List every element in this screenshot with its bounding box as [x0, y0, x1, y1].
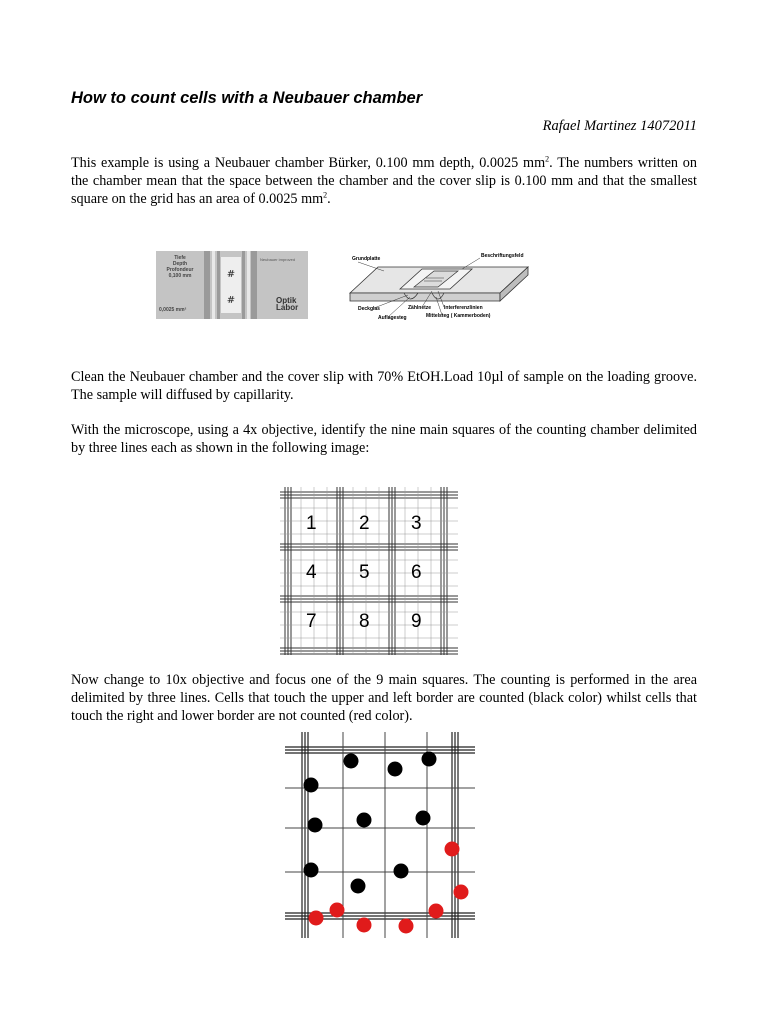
- counted-cell: [308, 818, 323, 833]
- svg-text:#: #: [226, 295, 236, 306]
- intro-text-1: This example is using a Neubauer chamber Bürker, 0.100 mm depth, 0.0025 mm: [71, 155, 546, 171]
- depth-label-line: 0,100 mm: [168, 273, 192, 279]
- label-deckglas: Deckglas: [358, 306, 380, 312]
- label-beschriftungsfeld: Beschriftungsfeld: [481, 253, 524, 259]
- square-number: 7: [306, 611, 317, 632]
- not-counted-cell: [399, 919, 414, 934]
- counted-cell: [394, 864, 409, 879]
- page-title: How to count cells with a Neubauer chamber: [71, 89, 423, 107]
- author-line: Rafael Martinez 14072011: [542, 118, 697, 134]
- not-counted-cell: [429, 904, 444, 919]
- not-counted-cell: [445, 842, 460, 857]
- counted-cell: [351, 879, 366, 894]
- not-counted-cell: [309, 911, 324, 926]
- superscript-1: 2: [545, 154, 550, 164]
- counted-cell: [422, 752, 437, 767]
- counted-cell: [304, 863, 319, 878]
- square-number: 3: [411, 513, 422, 534]
- depth-label-line: Profondeur: [166, 267, 194, 273]
- label-grundplatte: Grundplatte: [352, 256, 381, 262]
- counted-cell: [344, 754, 359, 769]
- label-mittelsteg: Mittelsteg ( Kammerboden): [426, 313, 491, 319]
- intro-paragraph: [71, 154, 697, 208]
- improved-label: Neubauer improved: [260, 257, 296, 262]
- not-counted-cell: [454, 885, 469, 900]
- optik-labor-logo: [276, 297, 298, 311]
- chamber-photo: [156, 251, 308, 319]
- square-number: 9: [411, 611, 422, 632]
- microscope-paragraph: With the microscope, using a 4x objective, identify the nine main squares of the counting chamber delimited by three lines each as shown in the following image:: [71, 422, 697, 456]
- square-number: 5: [359, 562, 370, 583]
- logo-line-2: Labor: [276, 303, 299, 312]
- label-interferenzlinien: Interferenzlinien: [444, 305, 483, 311]
- depth-label-line: Depth: [172, 261, 188, 267]
- superscript-2: 2: [323, 190, 328, 200]
- counted-cell: [388, 762, 403, 777]
- not-counted-cell: [330, 903, 345, 918]
- counting-paragraph: Now change to 10x objective and focus one of the 9 main squares. The counting is performed in the area delimited by three lines. Cells that touch the upper and left border are counted (black color) whilst cells that touch the right and lower border are not counted (red color).: [71, 672, 697, 724]
- depth-label-line: Tiefe: [174, 255, 186, 261]
- counting-grid: [285, 732, 475, 938]
- square-number: 1: [306, 513, 317, 534]
- label-zaehlnetze: Zählnetze: [408, 305, 432, 311]
- counted-cell: [357, 813, 372, 828]
- logo-line-1: Optik: [276, 296, 297, 305]
- not-counted-cell: [357, 918, 372, 933]
- counted-cell: [304, 778, 319, 793]
- intro-text-2: . The numbers written on the chamber mean that the space between the chamber and the cover slip is 0.100 mm and that the smallest square on the grid has an area of 0.0025 mm: [71, 155, 697, 207]
- square-number: 6: [411, 562, 422, 583]
- chamber-diagram: [344, 251, 530, 325]
- counted-cell: [416, 811, 431, 826]
- area-label: 0,0025 mm²: [159, 307, 187, 313]
- counting-square: [285, 732, 475, 938]
- square-number: 2: [359, 513, 370, 534]
- square-number: 4: [306, 562, 317, 583]
- loading-paragraph: Clean the Neubauer chamber and the cover slip with 70% EtOH.Load 10µl of sample on the loading groove. The sample will diffused by capillarity.: [71, 369, 697, 403]
- square-number: 8: [359, 611, 370, 632]
- nine-squares-grid: [280, 487, 458, 655]
- svg-text:#: #: [226, 269, 236, 280]
- label-auflagesteg: Auflagesteg: [378, 315, 407, 321]
- intro-text-3: .: [327, 191, 331, 207]
